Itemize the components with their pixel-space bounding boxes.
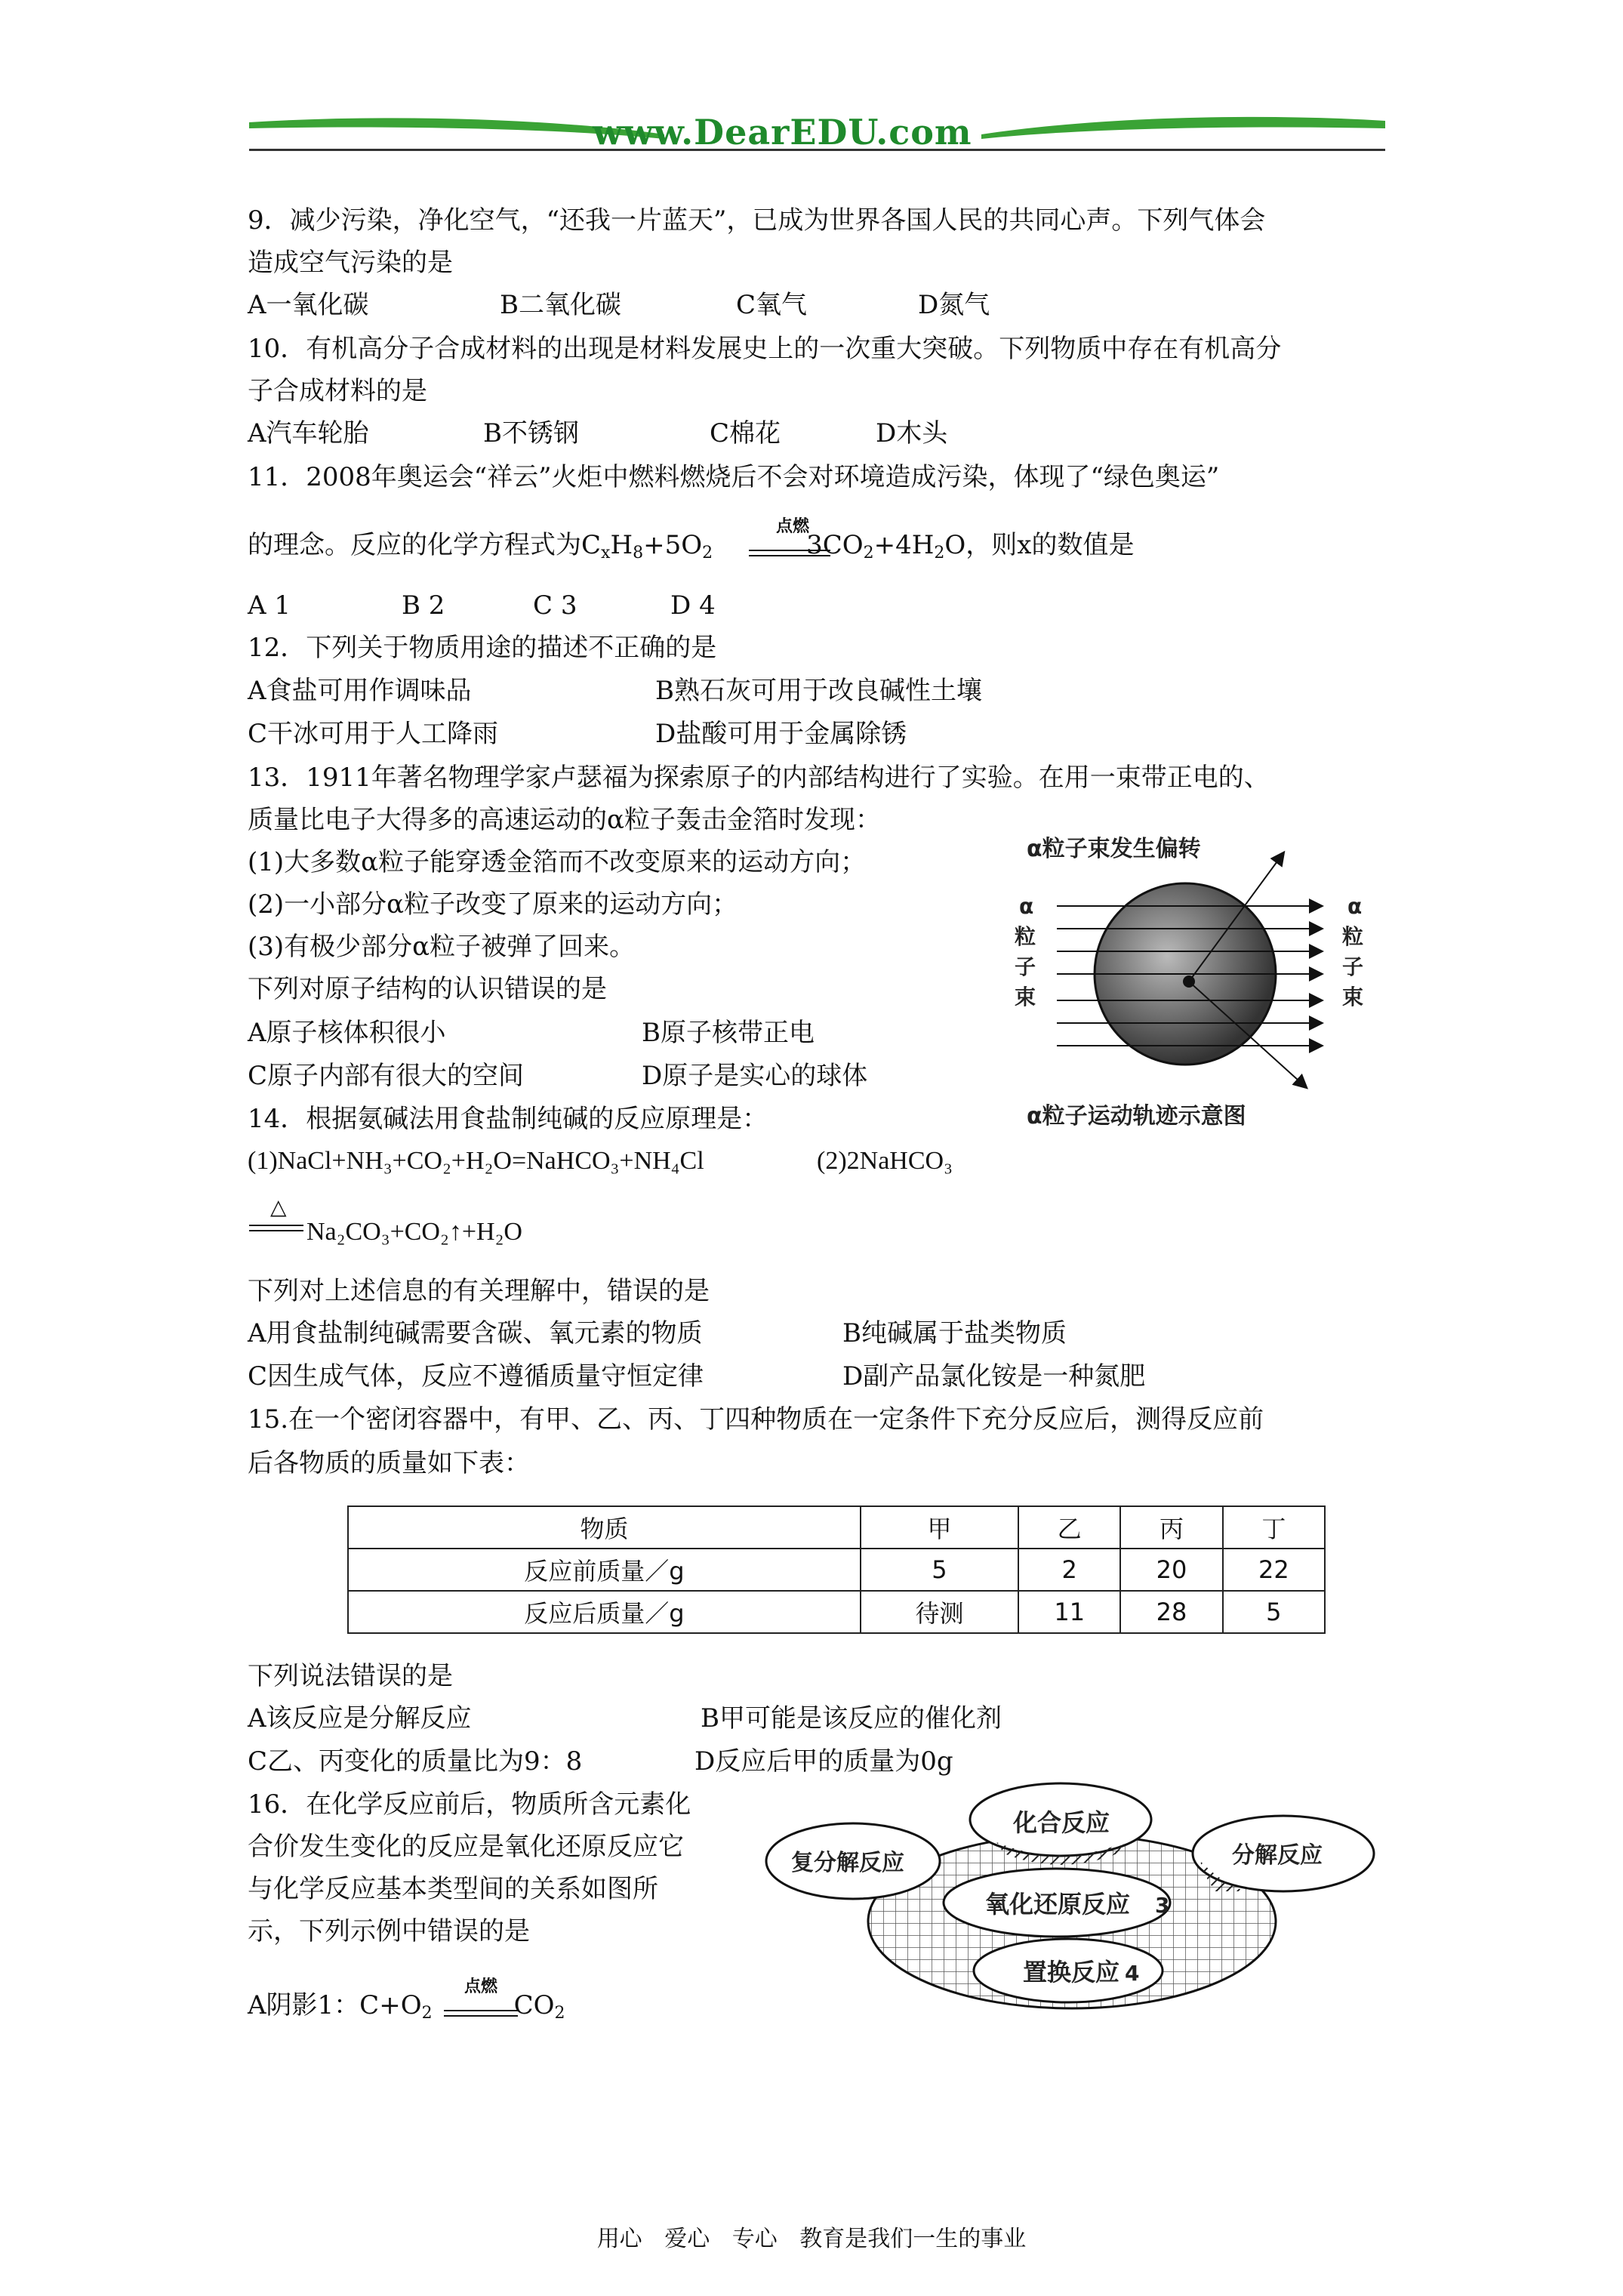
q11-eq-start: 的理念。反应的化学方程式为C	[248, 530, 602, 560]
q15-line2: 后各物质的质量如下表：	[248, 1448, 530, 1478]
q10-option-b: B不锈钢	[483, 418, 579, 448]
q9-line2: 造成空气污染的是	[248, 248, 453, 278]
q13-option-c: C原子内部有很大的空间	[248, 1061, 525, 1091]
q14-line1: 14．根据氨碱法用食盐制纯碱的反应原理是：	[248, 1104, 768, 1134]
fig13-top-label: α粒子束发生偏转	[1027, 836, 1201, 862]
q15-option-c: C乙、丙变化的质量比为9：8	[248, 1746, 583, 1777]
table-header-cell: 乙	[1018, 1506, 1120, 1549]
q14-eq2-products: Na₂CO₃+CO₂↑+H₂O	[306, 1218, 522, 1246]
q16-option-a-product: CO	[513, 1990, 555, 2020]
q11-option-c: C 3	[533, 590, 577, 621]
q14-option-a: A用食盐制纯碱需要含碳、氧元素的物质	[248, 1318, 703, 1348]
q13-line2: 质量比电子大得多的高速运动的α粒子轰击金箔时发现：	[248, 805, 881, 835]
q14-eq1: (1)NaCl+NH₃+CO₂+H₂O=NaHCO₃+NH₄Cl	[248, 1147, 704, 1175]
q14-option-b: B纯碱属于盐类物质	[842, 1318, 1067, 1348]
q10-line1: 10．有机高分子合成材料的出现是材料发展史上的一次重大突破。下列物质中存在有机高分	[248, 334, 1282, 364]
table-cell: 28	[1120, 1591, 1222, 1633]
q13-line4: (2)一小部分α粒子改变了原来的运动方向；	[248, 889, 738, 920]
q11-option-a: A 1	[248, 590, 291, 621]
q14-option-d: D副产品氯化铵是一种氮肥	[842, 1361, 1146, 1391]
q11-option-d: D 4	[670, 590, 716, 621]
q14-option-c: C因生成气体，反应不遵循质量守恒定律	[248, 1361, 704, 1391]
venn-replacement-label: 置换反应	[1023, 1958, 1120, 1986]
q10-option-c: C棉花	[710, 418, 781, 448]
q16-option-a-start: A阴影1：C+O	[248, 1990, 422, 2020]
venn-redox-label: 氧化还原反应	[985, 1890, 1131, 1918]
q11-equals-sign	[749, 550, 830, 556]
q16-line2: 合价发生变化的反应是氧化还原反应它	[248, 1832, 684, 1862]
q13-option-b: B原子核带正电	[642, 1018, 815, 1048]
table-cell: 5	[1223, 1591, 1325, 1633]
q11-condition: 点燃	[776, 516, 810, 536]
q11-option-b: B 2	[402, 590, 445, 621]
table-cell: 22	[1223, 1549, 1325, 1591]
q9-option-a: A一氧化碳	[248, 290, 369, 320]
venn-replacement-number: 4	[1125, 1961, 1140, 1986]
table-cell: 11	[1018, 1591, 1120, 1633]
q13-option-d: D原子是实心的球体	[642, 1061, 868, 1091]
q12-option-a: A食盐可用作调味品	[248, 676, 472, 706]
q13-option-a: A原子核体积很小	[248, 1018, 446, 1048]
q12-line1: 12．下列关于物质用途的描述不正确的是	[248, 633, 717, 663]
venn-combination-label: 化合反应	[1013, 1808, 1110, 1837]
q13-line5: (3)有极少部分α粒子被弹了回来。	[248, 932, 636, 962]
table-cell: 反应后质量／g	[348, 1591, 861, 1633]
q13-line6: 下列对原子结构的认识错误的是	[248, 974, 607, 1004]
table-header-cell: 丁	[1223, 1506, 1325, 1549]
table-cell: 5	[861, 1549, 1018, 1591]
q10-option-a: A汽车轮胎	[248, 418, 369, 448]
q11-line1: 11．2008年奥运会“祥云”火炬中燃料燃烧后不会对环境造成污染，体现了“绿色奥运”	[248, 462, 1220, 492]
q9-option-d: D氮气	[918, 290, 990, 320]
alpha-scattering-figure	[1004, 831, 1381, 1163]
footer-slogan: 用心 爱心 专心 教育是我们一生的事业	[596, 2226, 1027, 2252]
table-header-cell: 物质	[348, 1506, 861, 1549]
table-header-cell: 丙	[1120, 1506, 1222, 1549]
q16-line1: 16．在化学反应前后，物质所含元素化	[248, 1789, 691, 1820]
q11-eq-product2: +4H	[873, 530, 935, 560]
q14-eq2-start: (2)2NaHCO₃	[817, 1147, 953, 1175]
q11-line2: 的理念。反应的化学方程式为$C_xH_8+5O_2$ $3CO_2+4H_2O$，则x的数值是	[248, 530, 1135, 562]
q14-line4: 下列对上述信息的有关理解中，错误的是	[248, 1276, 710, 1306]
table-cell: 20	[1120, 1549, 1222, 1591]
q9-option-c: C氧气	[736, 290, 808, 320]
fig13-right-label: α 粒子束	[1342, 894, 1364, 1009]
q9-option-b: B二氧化碳	[500, 290, 621, 320]
table-row	[348, 1549, 1325, 1591]
q11-eq-product1: 3CO	[806, 530, 864, 560]
mass-data-table	[347, 1505, 1326, 1634]
q16-line3: 与化学反应基本类型间的关系如图所	[248, 1874, 658, 1904]
fig13-caption: α粒子运动轨迹示意图	[1027, 1103, 1246, 1130]
venn-decomposition-label: 分解反应	[1232, 1842, 1323, 1869]
table-cell: 待测	[861, 1591, 1018, 1633]
q11-eq-end: O，则x的数值是	[944, 530, 1135, 560]
table-row	[348, 1591, 1325, 1633]
q13-line3: (1)大多数α粒子能穿透金箔而不改变原来的运动方向；	[248, 847, 867, 877]
q10-line2: 子合成材料的是	[248, 376, 427, 406]
fig13-left-label: α 粒子束	[1015, 894, 1036, 1009]
site-logo-text[interactable]: www.DearEDU.com	[593, 112, 972, 153]
q15-line1: 15.在一个密闭容器中，有甲、乙、丙、丁四种物质在一定条件下充分反应后，测得反应前	[248, 1404, 1264, 1435]
table-cell: 2	[1018, 1549, 1120, 1591]
q15-option-a: A该反应是分解反应	[248, 1703, 472, 1734]
q15-option-d: D反应后甲的质量为0g	[694, 1746, 953, 1777]
q12-option-c: C干冰可用于人工降雨	[248, 719, 499, 749]
table-header-row	[348, 1506, 1325, 1549]
q14-equals-sign	[249, 1225, 303, 1231]
table-header-cell: 甲	[861, 1506, 1018, 1549]
venn-redox-number: 3	[1155, 1893, 1170, 1918]
q14-condition: △	[270, 1194, 287, 1219]
q16-line4: 示，下列示例中错误的是	[248, 1916, 530, 1946]
venn-double-decomposition-label: 复分解反应	[791, 1850, 904, 1876]
q16-option-a: A阴影1：$C+O_2$ $CO_2$	[248, 1990, 565, 2023]
q16-equals-sign	[444, 2010, 518, 2017]
q10-option-d: D木头	[876, 418, 948, 448]
header-banner	[242, 106, 1393, 159]
q12-option-d: D盐酸可用于金属除锈	[655, 719, 907, 749]
q15-line3: 下列说法错误的是	[248, 1661, 453, 1691]
q15-option-b: B甲可能是该反应的催化剂	[701, 1703, 1002, 1734]
q16-condition: 点燃	[464, 1977, 498, 1996]
q9-line1: 9．减少污染，净化空气，“还我一片蓝天”，已成为世界各国人民的共同心声。下列气体会	[248, 205, 1266, 236]
q12-option-b: B熟石灰可用于改良碱性土壤	[655, 676, 982, 706]
reaction-venn-figure	[762, 1778, 1397, 2012]
q13-line1: 13．1911年著名物理学家卢瑟福为探索原子的内部结构进行了实验。在用一束带正电的、	[248, 763, 1270, 793]
table-cell: 反应前质量／g	[348, 1549, 861, 1591]
